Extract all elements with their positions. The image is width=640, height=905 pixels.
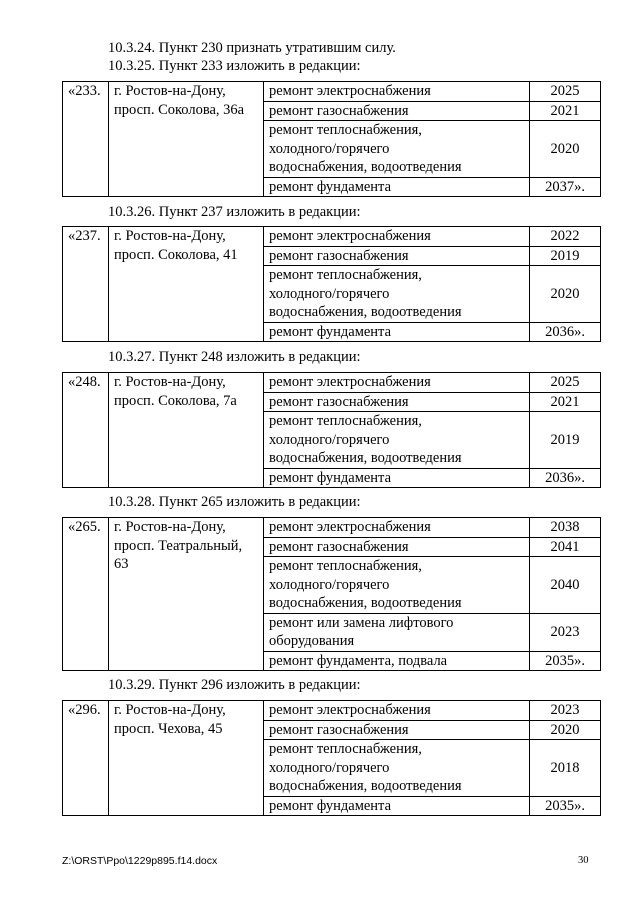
year-cell: 2036». <box>530 468 601 488</box>
year-cell: 2040 <box>530 557 601 614</box>
work-cell: ремонт электроснабжения <box>264 701 530 721</box>
work-cell <box>264 266 530 323</box>
year-cell: 2022 <box>530 227 601 247</box>
work-line: ремонт теплоснабжения, <box>269 267 422 283</box>
item-number: «265. <box>63 518 109 671</box>
paragraph-10-3-26: 10.3.26. Пункт 237 изложить в редакции: <box>108 204 361 220</box>
work-cell <box>264 740 530 797</box>
year-cell: 2025 <box>530 82 601 102</box>
paragraph-10-3-28: 10.3.28. Пункт 265 изложить в редакции: <box>108 494 361 510</box>
address-line: 63 <box>114 556 129 572</box>
paragraph-10-3-29: 10.3.29. Пункт 296 изложить в редакции: <box>108 677 361 693</box>
work-cell: ремонт газоснабжения <box>264 537 530 557</box>
work-cell <box>264 557 530 614</box>
year-cell: 2036». <box>530 322 601 342</box>
work-line: водоснабжения, водоотведения <box>269 304 462 320</box>
year-cell: 2035». <box>530 651 601 671</box>
table-item-296 <box>62 700 601 816</box>
year-cell: 2018 <box>530 740 601 797</box>
year-cell: 2023 <box>530 701 601 721</box>
work-cell: ремонт электроснабжения <box>264 518 530 538</box>
work-cell: ремонт фундамента <box>264 468 530 488</box>
work-line: ремонт теплоснабжения, <box>269 741 422 757</box>
year-cell: 2020 <box>530 720 601 740</box>
address-cell <box>109 701 264 816</box>
item-number: «233. <box>63 82 109 197</box>
year-cell: 2035». <box>530 796 601 816</box>
page-number: 30 <box>578 855 589 866</box>
paragraph-10-3-27: 10.3.27. Пункт 248 изложить в редакции: <box>108 349 361 365</box>
address-line: г. Ростов-на-Дону, <box>114 374 226 390</box>
table-item-265 <box>62 517 601 671</box>
work-line: холодного/горячего <box>269 431 390 448</box>
work-cell: ремонт фундамента <box>264 796 530 816</box>
year-cell: 2021 <box>530 101 601 121</box>
year-cell: 2020 <box>530 266 601 323</box>
address-line: г. Ростов-на-Дону, <box>114 228 226 244</box>
work-line: водоснабжения, водоотведения <box>269 159 462 175</box>
address-line: г. Ростов-на-Дону, <box>114 702 226 718</box>
address-line: г. Ростов-на-Дону, <box>114 519 226 535</box>
work-line: ремонт теплоснабжения, <box>269 558 422 574</box>
year-cell: 2041 <box>530 537 601 557</box>
work-line: ремонт теплоснабжения, <box>269 413 422 429</box>
year-cell: 2019 <box>530 412 601 469</box>
address-line: просп. Соколова, 36а <box>114 101 245 118</box>
item-number: «248. <box>63 373 109 488</box>
year-cell: 2037». <box>530 177 601 197</box>
work-line: холодного/горячего <box>269 759 390 776</box>
work-line: ремонт теплоснабжения, <box>269 122 422 138</box>
work-cell: ремонт газоснабжения <box>264 101 530 121</box>
address-line: просп. Соколова, 7а <box>114 392 237 409</box>
address-cell <box>109 82 264 197</box>
paragraph-10-3-24: 10.3.24. Пункт 230 признать утратившим силу. <box>108 40 396 56</box>
work-line: водоснабжения, водоотведения <box>269 450 462 466</box>
address-line: г. Ростов-на-Дону, <box>114 83 226 99</box>
address-line: просп. Чехова, 45 <box>114 720 223 737</box>
work-cell: ремонт фундамента, подвала <box>264 651 530 671</box>
work-cell: ремонт электроснабжения <box>264 373 530 393</box>
table-item-233 <box>62 81 601 197</box>
work-cell <box>264 121 530 178</box>
table-item-237 <box>62 226 601 342</box>
work-line: оборудования <box>269 633 355 649</box>
work-line: холодного/горячего <box>269 140 390 157</box>
work-line: водоснабжения, водоотведения <box>269 778 462 794</box>
work-cell: ремонт электроснабжения <box>264 227 530 247</box>
year-cell: 2021 <box>530 392 601 412</box>
address-cell <box>109 518 264 671</box>
address-cell <box>109 373 264 488</box>
work-cell: ремонт газоснабжения <box>264 392 530 412</box>
year-cell: 2025 <box>530 373 601 393</box>
table-item-248 <box>62 372 601 488</box>
year-cell: 2019 <box>530 246 601 266</box>
work-cell <box>264 613 530 651</box>
item-number: «296. <box>63 701 109 816</box>
work-line: холодного/горячего <box>269 285 390 302</box>
work-cell: ремонт газоснабжения <box>264 720 530 740</box>
work-cell: ремонт фундамента <box>264 322 530 342</box>
work-line: холодного/горячего <box>269 576 390 593</box>
work-cell: ремонт газоснабжения <box>264 246 530 266</box>
work-cell <box>264 412 530 469</box>
paragraph-10-3-25: 10.3.25. Пункт 233 изложить в редакции: <box>108 58 361 74</box>
work-cell: ремонт электроснабжения <box>264 82 530 102</box>
address-cell <box>109 227 264 342</box>
address-line: просп. Театральный, <box>114 537 243 554</box>
footer-file-path: Z:\ORST\Ppo\1229p895.f14.docx <box>62 855 218 867</box>
item-number: «237. <box>63 227 109 342</box>
work-line: водоснабжения, водоотведения <box>269 595 462 611</box>
year-cell: 2038 <box>530 518 601 538</box>
address-line: просп. Соколова, 41 <box>114 246 238 263</box>
work-line: ремонт или замена лифтового <box>269 614 454 631</box>
work-cell: ремонт фундамента <box>264 177 530 197</box>
year-cell: 2023 <box>530 613 601 651</box>
year-cell: 2020 <box>530 121 601 178</box>
